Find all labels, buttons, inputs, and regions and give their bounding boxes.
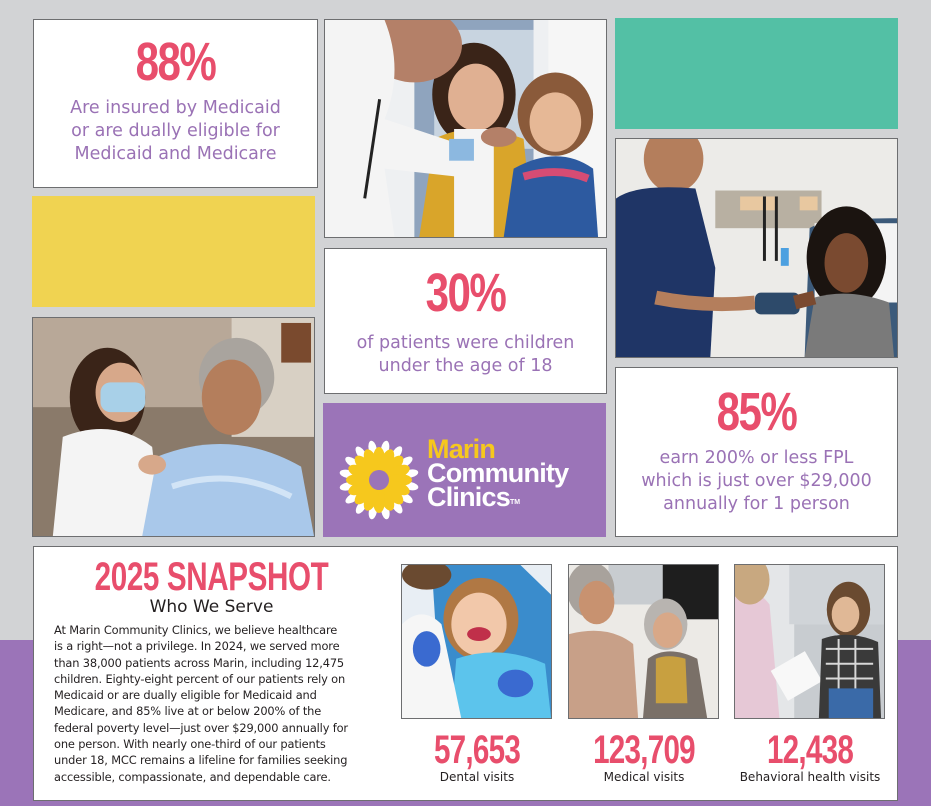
photo-dental [401,564,552,719]
visit-count: 12,438 [766,728,854,772]
photo-bp-check [615,138,898,358]
stat-description-line: of patients were children [356,333,575,353]
photo-behavioral [734,564,885,719]
logo-clinics-text: Clinics [427,482,510,512]
body-line: accessible, compassionate, and dependable care. [54,769,331,784]
stat-card-fpl [615,367,898,537]
visit-count: 57,653 [433,728,521,772]
stat-card-medicaid [33,19,318,188]
teal-color-block [615,18,898,129]
body-line: children. Eighty-eight percent of our patients rely on [54,671,346,686]
visit-label: Behavioral health visits [739,770,881,784]
stat-value: 85% [716,382,797,442]
logo-wordmark [427,434,569,512]
photo-medical [568,564,719,719]
visit-stat-dental [401,730,553,784]
stat-value: 30% [425,263,506,323]
visit-label: Medical visits [603,770,685,784]
stat-description-line: or are dually eligible for [71,121,280,141]
stat-description-line: under the age of 18 [378,356,553,376]
body-line: under 18, MCC remains a lifeline for families seeking [54,753,348,768]
body-line: than 38,000 patients across Marin, including 12,475 [54,655,345,670]
stat-card-children [324,248,607,394]
photo-doctor-child-image [325,20,606,237]
stat-description-line: which is just over $29,000 [641,471,872,491]
visit-count: 123,709 [593,728,695,772]
logo-line-marin: Marin [427,434,496,464]
logo-panel [323,403,606,537]
photo-nurse-elder [32,317,315,537]
trademark-symbol: TM [509,499,521,506]
photo-nurse-elder-image [33,318,314,536]
logo-line-community: Community [427,458,569,488]
stat-value: 88% [135,32,216,92]
photo-behavioral-image [735,565,884,718]
snapshot-subtitle: Who We Serve [149,597,274,617]
snapshot-body [54,622,394,785]
logo-line-clinics [427,482,568,512]
photo-medical-image [569,565,718,718]
photo-doctor-child [324,19,607,238]
body-line: federal poverty level—just over $29,000 annually for [54,720,348,735]
stat-description-line: Medicaid and Medicare [74,144,277,164]
yellow-color-block [32,196,315,307]
visit-stat-medical [568,730,720,784]
snapshot-panel [33,546,898,801]
snapshot-title: 2025 SNAPSHOT [94,555,329,599]
body-line: At Marin Community Clinics, we believe healthcare [54,623,338,637]
body-line: one person. With nearly one-third of our patients [54,737,326,752]
body-line: Medicare, and 85% live at or below 200% of the [54,704,322,719]
stat-description-line: Are insured by Medicaid [70,98,281,118]
body-line: is a right—not a privilege. In 2024, we served more [54,639,340,654]
photo-dental-image [402,565,551,718]
stat-description-line: annually for 1 person [663,494,850,514]
body-line: Medicaid or are dually eligible for Medicaid and [54,688,317,703]
visit-label: Dental visits [439,770,515,784]
visit-stat-behavioral [734,730,886,784]
stat-description-line: earn 200% or less FPL [659,448,854,468]
sunflower-logo-icon [337,438,421,522]
photo-bp-check-image [616,139,897,357]
